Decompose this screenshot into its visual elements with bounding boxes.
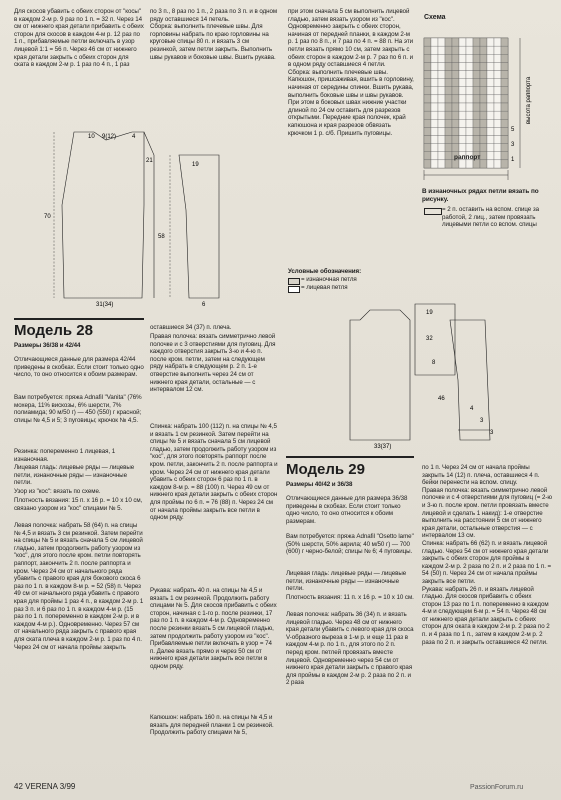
scheme-cell — [459, 103, 466, 111]
scheme-cell — [431, 54, 438, 62]
scheme-cell — [459, 79, 466, 87]
scheme-cell — [431, 71, 438, 79]
legend-title: Условные обозначения: — [288, 268, 362, 275]
scheme-cell — [459, 111, 466, 119]
scheme-cell — [473, 111, 480, 119]
scheme-cell — [501, 136, 508, 144]
model28-stockinette: Лицевая гладь: лицевые ряды — лицевые петли, изнаночные ряды — изнаночные петли. — [14, 464, 135, 487]
scheme-cell — [494, 71, 501, 79]
model28-materials: Вам потребуется: пряжа Adnafil "Vanita" (76% мохера, 11% вискозы, 6% шерсти, 7% полиамида; 90 м/50 г) — 450 (550) г красной; спицы № 4,5 и 5; 3 пуговицы; крючок № 4,5. — [14, 394, 142, 424]
scheme-cell — [445, 54, 452, 62]
scheme-cell — [452, 160, 459, 168]
rapport-label: раппорт — [454, 154, 481, 161]
svg-text:70: 70 — [44, 214, 51, 220]
scheme-cell — [487, 95, 494, 103]
scheme-cell — [487, 103, 494, 111]
scheme-cell — [438, 54, 445, 62]
scheme-cell — [501, 87, 508, 95]
cable-symbol — [424, 208, 442, 215]
scheme-cell — [501, 54, 508, 62]
scheme-cell — [459, 62, 466, 70]
svg-text:19: 19 — [426, 310, 433, 316]
scheme-cell — [445, 119, 452, 127]
scheme-cell — [501, 95, 508, 103]
scheme-cell — [431, 95, 438, 103]
scheme-cell — [494, 54, 501, 62]
scheme-cell — [424, 160, 431, 168]
page-footer-watermark: PassionForum.ru — [470, 784, 524, 791]
page-footer-issue: 42 VERENA 3/99 — [14, 782, 76, 791]
scheme-cell — [452, 144, 459, 152]
scheme-cell — [480, 79, 487, 87]
scheme-cell — [438, 127, 445, 135]
scheme-cell — [487, 54, 494, 62]
scheme-cell — [452, 103, 459, 111]
scheme-cell — [473, 71, 480, 79]
scheme-cell — [501, 62, 508, 70]
scheme-cell — [487, 152, 494, 160]
scheme-cell — [459, 54, 466, 62]
svg-text:3: 3 — [490, 430, 494, 436]
model29-left-front: Левая полочка: набрать 36 (34) п. и вязать лицевой гладью. Через 48 см от нижнего края детали убавить с левого края для скоса V-образного выреза в 1-м р. и еще 11 раз в каждом 4-м р. по 1 п., для этого по 2 п. перед кром. петлей провязать вместе лицевой. Одновременно через 54 см от нижнего края детали закрыть с правого края для проймы в каждом 2-м р. 2 раза по 2 п. и 2 раза — [286, 611, 414, 687]
scheme-cell — [466, 62, 473, 70]
svg-text:31(34): 31(34) — [96, 302, 114, 308]
scheme-cell — [466, 103, 473, 111]
scheme-cell — [459, 71, 466, 79]
scheme-cell — [494, 160, 501, 168]
row-mark-1: 1 — [511, 157, 515, 163]
scheme-cell — [494, 79, 501, 87]
top-col1-text: Для скосов убавить с обеих сторон от "косы" в каждом 2-м р. 9 раз по 1 п. = 32 п. Через 14 см от нижнего края детали прибавить с обеих сторон для скосов в каждом 4-м р. 12 раз по 1 п., прибавляемые петли включать в узор лицевой 1:1 = 56 п. Через 46 см от нижнего края детали закрыть с обеих сторон для ската в каждом 2-м р. 1 раз по 4 п., 1 раз — [14, 8, 144, 69]
scheme-cell — [431, 79, 438, 87]
scheme-cell — [480, 54, 487, 62]
svg-text:33(37): 33(37) — [374, 444, 392, 450]
scheme-cell — [480, 152, 487, 160]
scheme-cell — [494, 136, 501, 144]
scheme-cell — [431, 46, 438, 54]
svg-text:8: 8 — [432, 360, 436, 366]
scheme-cell — [494, 119, 501, 127]
scheme-cell — [480, 127, 487, 135]
svg-text:21: 21 — [146, 158, 153, 164]
scheme-cell — [466, 46, 473, 54]
scheme-cell — [494, 144, 501, 152]
scheme-cell — [473, 87, 480, 95]
scheme-cell — [452, 54, 459, 62]
scheme-cell — [466, 127, 473, 135]
scheme-cell — [459, 136, 466, 144]
scheme-cell — [424, 111, 431, 119]
svg-text:58: 58 — [158, 234, 165, 240]
scheme-cell — [438, 152, 445, 160]
scheme-cell — [438, 79, 445, 87]
scheme-cell — [424, 152, 431, 160]
scheme-cell — [424, 119, 431, 127]
scheme-cell — [494, 152, 501, 160]
scheme-cell — [445, 62, 452, 70]
scheme-cell — [501, 111, 508, 119]
scheme-cell — [480, 38, 487, 46]
scheme-cell — [501, 127, 508, 135]
model29-materials: Вам потребуется: пряжа Adnafil "Osetto lame" (50% шерсти, 50% акрила; 40 м/50 г) — 700 (600) г черно-белой; спицы № 6; 4 пуговицы. — [286, 533, 414, 556]
scheme-cell — [452, 38, 459, 46]
scheme-cell — [487, 127, 494, 135]
scheme-cell — [445, 71, 452, 79]
scheme-cell — [480, 71, 487, 79]
scheme-cell — [466, 38, 473, 46]
scheme-cell — [501, 144, 508, 152]
scheme-note: В изнаночных рядах петли вязать по рисунку. — [422, 188, 539, 203]
scheme-cell — [480, 95, 487, 103]
scheme-cell — [438, 160, 445, 168]
scheme-cell — [452, 87, 459, 95]
scheme-cell — [466, 160, 473, 168]
scheme-cell — [438, 46, 445, 54]
scheme-cell — [424, 95, 431, 103]
scheme-cell — [494, 111, 501, 119]
scheme-cell — [445, 127, 452, 135]
svg-text:10: 10 — [88, 134, 95, 140]
scheme-cell — [466, 136, 473, 144]
scheme-cell — [494, 95, 501, 103]
scheme-cell — [431, 136, 438, 144]
top-col3-text: при этом сначала 5 см выполнить лицевой гладью, затем вязать узором из "кос". Одновременно закрыть с обеих сторон, начиная от передней планки, в каждом 2-м р. 1 раз по 8 п., и 7 раз по 4 п. = 88 п. На эти петли вязать прямо 10 см, затем закрыть с обеих сторон в каждом 2-м р. 7 раз по 6 п. и в одном ряду оставшиеся 4 петли. Сборка: выполнить плечевые швы. Капюшон, пришсаживая, вшить в горловину, начиная от середины спинки. Вшить рукава, выполнить боковые швы и швы рукавов. При этом в боковых швах нижние участки длиной по 24 см оставить для разрезов открытыми. Передние края полочек, край капюшона и края разрезов обвязать крючком 1 р. с/б. Пришить пуговицы. — [288, 8, 414, 137]
scheme-cell — [459, 87, 466, 95]
scheme-cell — [424, 103, 431, 111]
stitch-scheme — [420, 14, 555, 214]
legend-purl: = изнаночная петля — [301, 276, 357, 283]
scheme-cell — [431, 144, 438, 152]
svg-text:9(12): 9(12) — [102, 134, 117, 140]
scheme-cell — [473, 160, 480, 168]
scheme-cell — [480, 119, 487, 127]
scheme-cell — [487, 62, 494, 70]
scheme-cell — [494, 127, 501, 135]
scheme-cell — [459, 46, 466, 54]
scheme-cell — [431, 38, 438, 46]
scheme-cell — [424, 46, 431, 54]
scheme-cell — [431, 127, 438, 135]
scheme-cell — [438, 111, 445, 119]
svg-text:19: 19 — [192, 162, 199, 168]
pattern-back-sleeve — [14, 130, 224, 310]
scheme-cell — [473, 95, 480, 103]
scheme-cell — [424, 144, 431, 152]
model29-rule — [286, 456, 414, 458]
scheme-cell — [494, 103, 501, 111]
scheme-cell — [438, 95, 445, 103]
scheme-cell — [487, 119, 494, 127]
model28-intro: Отличающиеся данные для размера 42/44 приведены в скобках. Если стоит только одно число, то оно относится к обоим размерам. — [14, 356, 144, 379]
scheme-cell — [466, 144, 473, 152]
model28-rib: Резинка: попеременно 1 лицевая, 1 изнаночная. — [14, 448, 116, 463]
scheme-cell — [501, 103, 508, 111]
svg-text:4: 4 — [470, 406, 474, 412]
scheme-cell — [466, 79, 473, 87]
scheme-cell — [473, 127, 480, 135]
scheme-cell — [473, 62, 480, 70]
scheme-cell — [480, 87, 487, 95]
model28-col2-top: оставшиеся 34 (37) п. плеча. — [150, 324, 232, 331]
scheme-cell — [438, 38, 445, 46]
scheme-cell — [494, 87, 501, 95]
scheme-cell — [445, 160, 452, 168]
scheme-cell — [501, 160, 508, 168]
scheme-cell — [445, 79, 452, 87]
scheme-cell — [459, 119, 466, 127]
scheme-cell — [438, 119, 445, 127]
scheme-cell — [494, 62, 501, 70]
scheme-cell — [438, 144, 445, 152]
scheme-cell — [487, 136, 494, 144]
scheme-cell — [459, 160, 466, 168]
scheme-cell — [431, 119, 438, 127]
model28-gauge: Плотность вязания: 15 п. x 16 р. = 10 x 10 см, связано узором из "кос" спицами № 5. — [14, 497, 143, 512]
scheme-cell — [459, 127, 466, 135]
scheme-cell — [452, 111, 459, 119]
model28-title: Модель 28 — [14, 322, 93, 339]
scheme-cell — [431, 152, 438, 160]
model29-col-right: по 1 п. Через 24 см от начала проймы закрыть 14 (12) п. плеча, оставшиеся 4 п. бейки перенести на вспом. спицу. Правая полочка: вязать симметрично левой полочке и с 4 отверстиями для пуговиц (= 2-ю и 3-ю п. после кром. петли провязать вместе лицевой и сделать 1 накид): 1-е отверстие выполнить на расстоянии 5 см от нижнего края детали, остальные отверстия — с интервалом 13 см. Спинка: набрать 66 (62) п. и вязать лицевой гладью. Через 54 см от нижнего края детали закрыть с обеих сторон для проймы в каждом 2-м р. 2 раза по 2 п. и 2 раза по 1 п. = 54 (50) п. Через 24 см от начала проймы закрыть все петли. Рукава: набрать 26 п. и вязать лицевой гладью. Для скосов прибавить с обеих сторон 13 раз по 1 п. попеременно в каждом 4-м и следующем 6-м р. = 54 п. Через 48 см от нижнего края детали закрыть с обеих сторон для оката в каждом 2-м р. 2 раза по 2 п. и 4 раза по 1 п., затем в каждом 2-м р. 2 раза по 2 п. и закрыть оставшиеся 42 петли. — [422, 464, 552, 646]
rapport-height-label: высота раппорта — [526, 76, 532, 124]
scheme-cell — [431, 62, 438, 70]
scheme-cell — [445, 144, 452, 152]
model28-hood: Капюшон: набрать 160 п. на спицы № 4,5 и вязать для передней планки 1 см резинкой. Продолжить работу спицами № 5, — [150, 714, 274, 737]
scheme-cell — [452, 95, 459, 103]
scheme-cell — [480, 62, 487, 70]
scheme-cell — [431, 160, 438, 168]
model29-gauge: Плотность вязания: 11 п. x 16 р. = 10 x 10 см. — [286, 594, 414, 601]
scheme-cell — [431, 87, 438, 95]
scheme-cell — [445, 136, 452, 144]
scheme-cell — [424, 54, 431, 62]
svg-text:4: 4 — [132, 134, 136, 140]
legend-knit: = лицевая петля — [301, 284, 348, 291]
scheme-cell — [487, 144, 494, 152]
top-col2-text: по 3 п., 8 раз по 1 п., 2 раза по 3 п. и в одном ряду оставшиеся 14 петель. Сборка: выполнить плечевые швы. Для горловины набрать по краю горловины на круговые спицы 80 п. и вязать 3 см резинкой, затем петли закрыть. Выполнить швы рукавов и боковые швы. Вшить рукава. — [150, 8, 278, 61]
scheme-cell — [452, 62, 459, 70]
scheme-cell — [424, 38, 431, 46]
model28-back: Спинка: набрать 100 (112) п. на спицы № 4,5 и вязать 1 см резинкой. Затем перейти на спицы № 5 и вязать сначала 5 см лицевой гладью, затем продолжить работу узором из "кос", для этого повторять раппорт после кром. петли, закончить 2 п. после раппорта и кром. Через 24 см от нижнего края детали убавить с обеих сторон 6 раз по 1 п. в каждом 8-м р. = 88 (100) п. Через 49 см от нижнего края детали закрыть с обеих сторон для проймы по 6 п. = 76 (88) п. Через 24 см от начала проймы закрыть все петли в одном ряду. — [150, 423, 278, 522]
model28-rule — [14, 318, 144, 320]
scheme-cell — [424, 87, 431, 95]
scheme-cell — [459, 38, 466, 46]
model28-cables: Узор из "кос": вязать по схеме. — [14, 488, 101, 495]
scheme-cell — [501, 79, 508, 87]
scheme-cell — [452, 127, 459, 135]
scheme-cell — [438, 87, 445, 95]
scheme-cell — [445, 46, 452, 54]
scheme-cell — [424, 127, 431, 135]
model29-stockinette: Лицевая гладь: лицевые ряды — лицевые петли, изнаночные ряды — изнаночные петли. — [286, 570, 407, 593]
cable-symbol-text: = 2 п. оставить на вспом. спице за работой, 2 лиц., затем провязать лицевыми петли со вспом. спицы — [442, 206, 540, 229]
row-mark-5: 5 — [511, 127, 515, 133]
scheme-cell — [473, 136, 480, 144]
scheme-cell — [494, 46, 501, 54]
scheme-cell — [473, 103, 480, 111]
model28-left-front: Левая полочка: набрать 58 (64) п. на спицы № 4,5 и вязать 3 см резинкой. Затем перейти на спицы № 5 и вязать сначала 5 см лицевой гладью, затем продолжить работу узором из "кос", для этого после кром. петли повторять раппорт, закончить 2 п. после раппорта и кром. Через 24 см от начального ряда убавить с правого края для бокового скоса 6 раз по 1 п. в каждом 8-м р. = 52 (58) п. Через 49 см от начального ряда убавить с правого края для проймы 1 раз 4 п., в каждом 2-м р. 1 раз 3 п. и 6 раз по 1 п. в каждом 4-м р. (15 раз по 1 п. попеременно в каждом 2-м р. и в каждом 4-м р.). Одновременно. Через 57 см от начального ряда закрыть с правого края для ската плеча в каждом 2-м р. 1 раз по 4 п. Через 24 см от начала проймы закрыть — [14, 522, 144, 651]
scheme-cell — [480, 111, 487, 119]
scheme-cell — [466, 87, 473, 95]
purl-symbol — [288, 278, 300, 285]
scheme-cell — [445, 95, 452, 103]
scheme-cell — [487, 46, 494, 54]
scheme-cell — [445, 103, 452, 111]
scheme-cell — [466, 119, 473, 127]
scheme-cell — [445, 152, 452, 160]
svg-text:32: 32 — [426, 336, 433, 342]
scheme-cell — [473, 119, 480, 127]
scheme-cell — [473, 38, 480, 46]
scheme-cell — [459, 95, 466, 103]
scheme-cell — [452, 71, 459, 79]
scheme-cell — [501, 152, 508, 160]
svg-text:6: 6 — [202, 302, 206, 308]
scheme-cell — [501, 46, 508, 54]
scheme-grid — [420, 24, 555, 189]
scheme-cell — [494, 38, 501, 46]
scheme-cell — [431, 103, 438, 111]
model28-sizes: Размеры 36/38 и 42/44 — [14, 342, 81, 349]
scheme-cell — [480, 160, 487, 168]
scheme-cell — [452, 79, 459, 87]
scheme-cell — [424, 79, 431, 87]
scheme-cell — [438, 62, 445, 70]
scheme-cell — [424, 62, 431, 70]
model29-intro: Отличающиеся данные для размера 36/38 приведены в скобках. Если стоит только одно число, то оно относится к обоим размерам. — [286, 495, 408, 525]
scheme-cell — [459, 144, 466, 152]
scheme-cell — [473, 79, 480, 87]
scheme-cell — [438, 136, 445, 144]
scheme-cell — [466, 111, 473, 119]
scheme-cell — [452, 46, 459, 54]
scheme-cell — [452, 119, 459, 127]
scheme-cell — [473, 46, 480, 54]
scheme-cell — [473, 54, 480, 62]
scheme-cell — [487, 160, 494, 168]
scheme-cell — [466, 54, 473, 62]
model29-title: Модель 29 — [286, 461, 365, 478]
scheme-cell — [452, 136, 459, 144]
scheme-cell — [480, 144, 487, 152]
scheme-cell — [501, 38, 508, 46]
scheme-cell — [487, 38, 494, 46]
scheme-cell — [431, 111, 438, 119]
scheme-cell — [487, 79, 494, 87]
pattern-hood-body — [340, 300, 555, 450]
scheme-cell — [438, 103, 445, 111]
scheme-cell — [473, 144, 480, 152]
svg-text:46: 46 — [438, 396, 445, 402]
row-mark-3: 3 — [511, 142, 515, 148]
scheme-cell — [501, 119, 508, 127]
scheme-cell — [487, 87, 494, 95]
model28-sleeves: Рукава: набрать 40 п. на спицы № 4,5 и вязать 1 см резинкой. Продолжить работу спицами № 5. Для скосов прибавить с обеих сторон, начиная с 1-го р. после резинки, 17 раз по 1 п. в каждом 4-м р. Одновременно после резинки вязать 5 см лицевой гладью, затем продолжить работу узором из "кос". Прибавляемые петли включать в узор = 74 п. Далее вязать прямо и через 50 см от нижнего края детали закрыть все петли в одном ряду. — [150, 587, 277, 670]
scheme-cell — [438, 71, 445, 79]
knit-symbol — [288, 286, 300, 293]
scheme-cell — [445, 111, 452, 119]
scheme-cell — [501, 71, 508, 79]
scheme-cell — [445, 87, 452, 95]
scheme-cell — [480, 103, 487, 111]
scheme-cell — [487, 71, 494, 79]
scheme-title: Схема — [424, 14, 446, 21]
scheme-cell — [424, 71, 431, 79]
svg-text:3: 3 — [480, 418, 484, 424]
scheme-cell — [480, 46, 487, 54]
scheme-cell — [445, 38, 452, 46]
scheme-cell — [424, 136, 431, 144]
model28-right-front: Правая полочка: вязать симметрично левой полочке и с 3 отверстиями для пуговиц. Для каждого отверстия закрыть 3-ю и 4-ю п. после кром. петли, затем на следующем ряду набрать в следующем р. 2 п. 1-е отверстие выполнить через 24 см от нижнего края детали, остальные — с интервалом 12 см. — [150, 333, 276, 394]
scheme-cell — [466, 95, 473, 103]
scheme-cell — [487, 111, 494, 119]
scheme-cell — [480, 136, 487, 144]
scheme-cell — [466, 71, 473, 79]
model29-sizes: Размеры 40/42 и 36/38 — [286, 481, 353, 488]
